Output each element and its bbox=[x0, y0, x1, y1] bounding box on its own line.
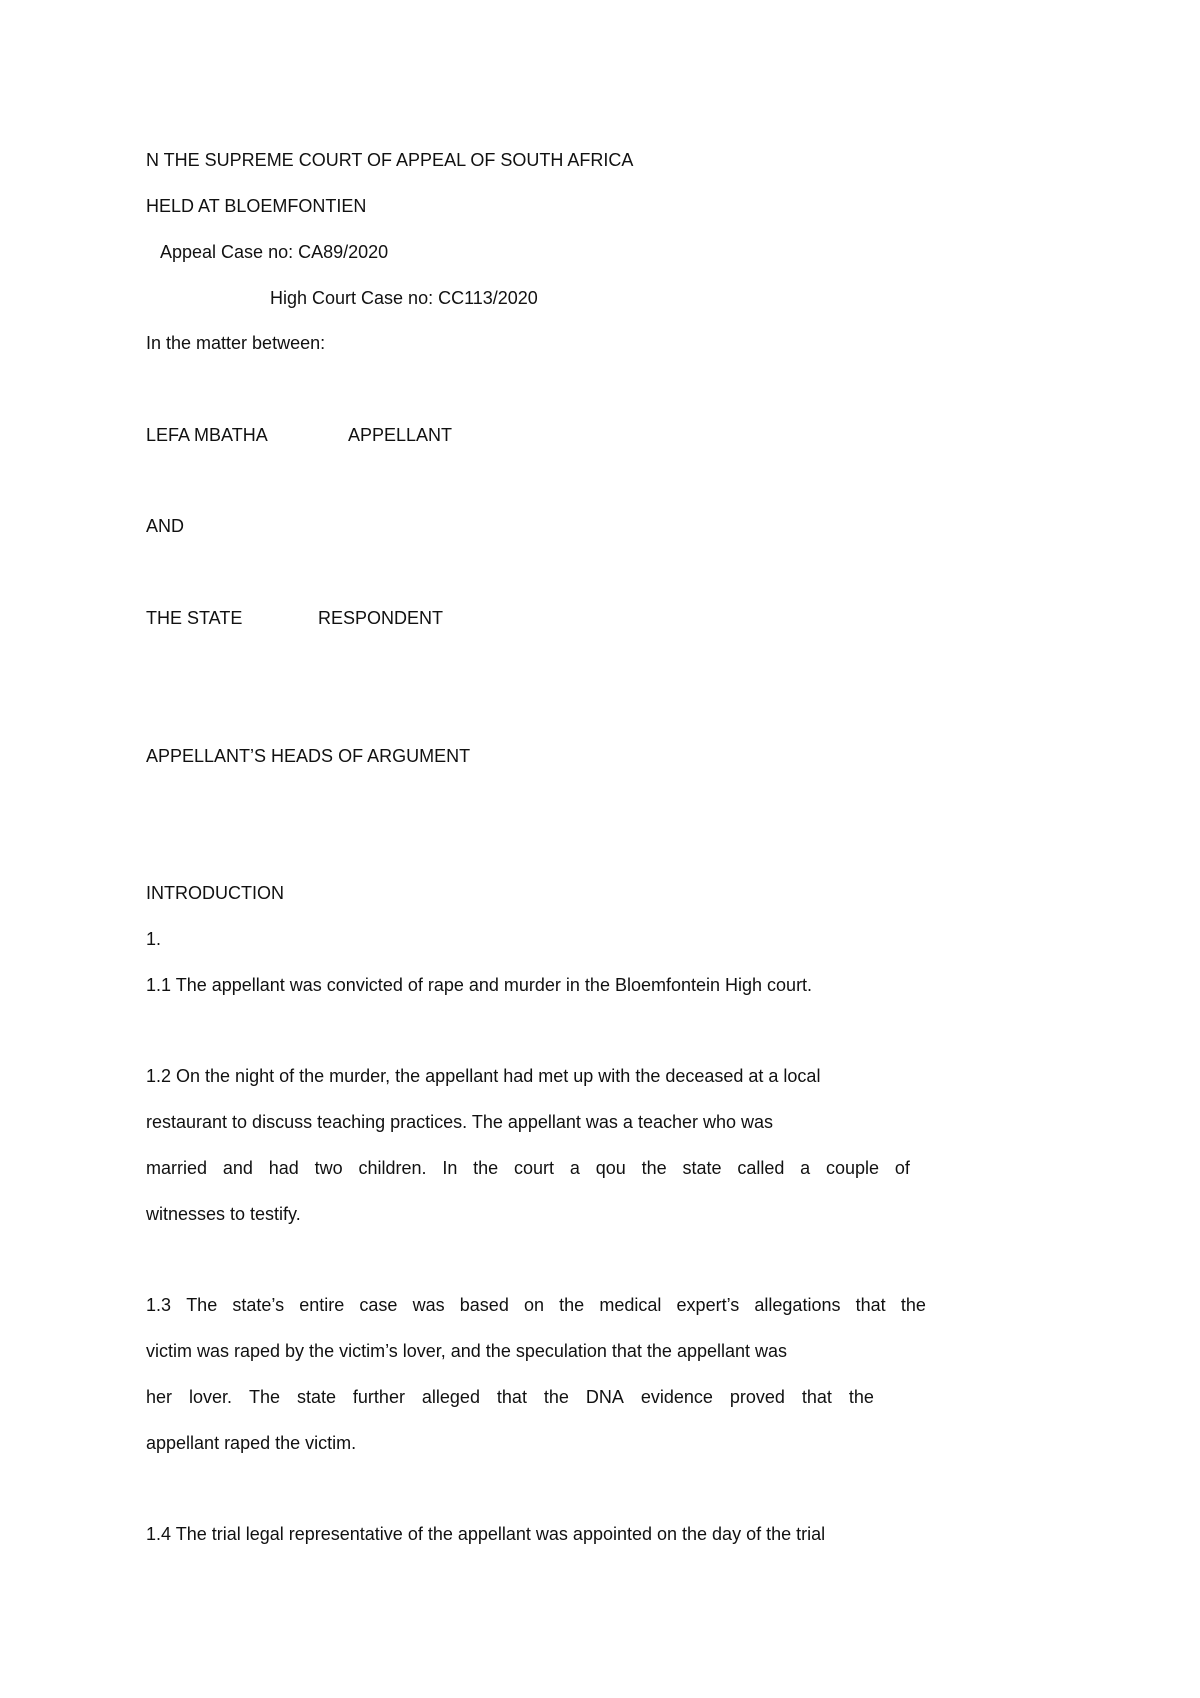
word: lover. bbox=[188, 1387, 232, 1407]
section-number: 1. bbox=[146, 929, 162, 949]
word: the bbox=[473, 1158, 499, 1178]
word: the bbox=[543, 1387, 569, 1407]
word: evidence bbox=[640, 1387, 713, 1407]
word: expert’s bbox=[676, 1295, 740, 1315]
word: 1.3 bbox=[146, 1295, 172, 1315]
paragraph-1-2-line: 1.2 On the night of the murder, the appellant had met up with the deceased at a local bbox=[146, 1066, 821, 1086]
word: alleged bbox=[421, 1387, 480, 1407]
document-title: APPELLANT’S HEADS OF ARGUMENT bbox=[146, 746, 471, 766]
word: a bbox=[569, 1158, 580, 1178]
court-heading: N THE SUPREME COURT OF APPEAL OF SOUTH AFRICA bbox=[146, 150, 634, 170]
word: proved bbox=[729, 1387, 785, 1407]
word: DNA bbox=[585, 1387, 624, 1407]
paragraph-1-3-last-line: appellant raped the victim. bbox=[146, 1433, 357, 1453]
word: that bbox=[855, 1295, 886, 1315]
high-court-case-number: High Court Case no: CC113/2020 bbox=[270, 288, 538, 308]
word: The bbox=[186, 1295, 218, 1315]
word: the bbox=[559, 1295, 585, 1315]
paragraph-1-2-justified-line bbox=[146, 1159, 910, 1177]
word: The bbox=[248, 1387, 280, 1407]
word: the bbox=[641, 1158, 667, 1178]
word: state bbox=[682, 1158, 722, 1178]
word: that bbox=[496, 1387, 527, 1407]
word: the bbox=[848, 1387, 874, 1407]
paragraph-1-2-line: restaurant to discuss teaching practices. The appellant was a teacher who was bbox=[146, 1112, 774, 1132]
appellant-name: LEFA MBATHA bbox=[146, 425, 268, 445]
word: state’s bbox=[232, 1295, 285, 1315]
word: based bbox=[459, 1295, 509, 1315]
respondent-role: RESPONDENT bbox=[318, 608, 444, 628]
word: court bbox=[514, 1158, 555, 1178]
section-title: INTRODUCTION bbox=[146, 883, 284, 903]
paragraph-1-3-line: victim was raped by the victim’s lover, and the speculation that the appellant was bbox=[146, 1341, 788, 1361]
word: further bbox=[352, 1387, 405, 1407]
word: entire bbox=[299, 1295, 345, 1315]
and-separator: AND bbox=[146, 516, 185, 536]
word: case bbox=[359, 1295, 398, 1315]
word: had bbox=[268, 1158, 299, 1178]
word: medical bbox=[599, 1295, 662, 1315]
word: In bbox=[442, 1158, 458, 1178]
held-at-line: HELD AT BLOEMFONTIEN bbox=[146, 196, 367, 216]
word: called bbox=[737, 1158, 785, 1178]
paragraph-1-4: 1.4 The trial legal representative of the appellant was appointed on the day of the trial bbox=[146, 1524, 826, 1544]
paragraph-1-1: 1.1 The appellant was convicted of rape and murder in the Bloemfontein High court. bbox=[146, 975, 813, 995]
appeal-case-number: Appeal Case no: CA89/2020 bbox=[160, 242, 389, 262]
paragraph-1-3-justified-line bbox=[146, 1296, 926, 1314]
word: on bbox=[523, 1295, 545, 1315]
word: the bbox=[900, 1295, 926, 1315]
word: married bbox=[146, 1158, 208, 1178]
word: couple bbox=[826, 1158, 880, 1178]
word: children. bbox=[358, 1158, 427, 1178]
word: a bbox=[800, 1158, 811, 1178]
paragraph-1-2-last-line: witnesses to testify. bbox=[146, 1204, 301, 1224]
paragraph-1-3-justified-line bbox=[146, 1388, 874, 1406]
word: and bbox=[222, 1158, 253, 1178]
matter-between-line: In the matter between: bbox=[146, 333, 326, 353]
word: allegations bbox=[754, 1295, 841, 1315]
appellant-role: APPELLANT bbox=[348, 425, 453, 445]
word: qou bbox=[595, 1158, 626, 1178]
word: of bbox=[894, 1158, 910, 1178]
word: state bbox=[296, 1387, 336, 1407]
word: that bbox=[801, 1387, 832, 1407]
respondent-name: THE STATE bbox=[146, 608, 243, 628]
word: two bbox=[314, 1158, 343, 1178]
word: was bbox=[412, 1295, 445, 1315]
word: her bbox=[146, 1387, 173, 1407]
